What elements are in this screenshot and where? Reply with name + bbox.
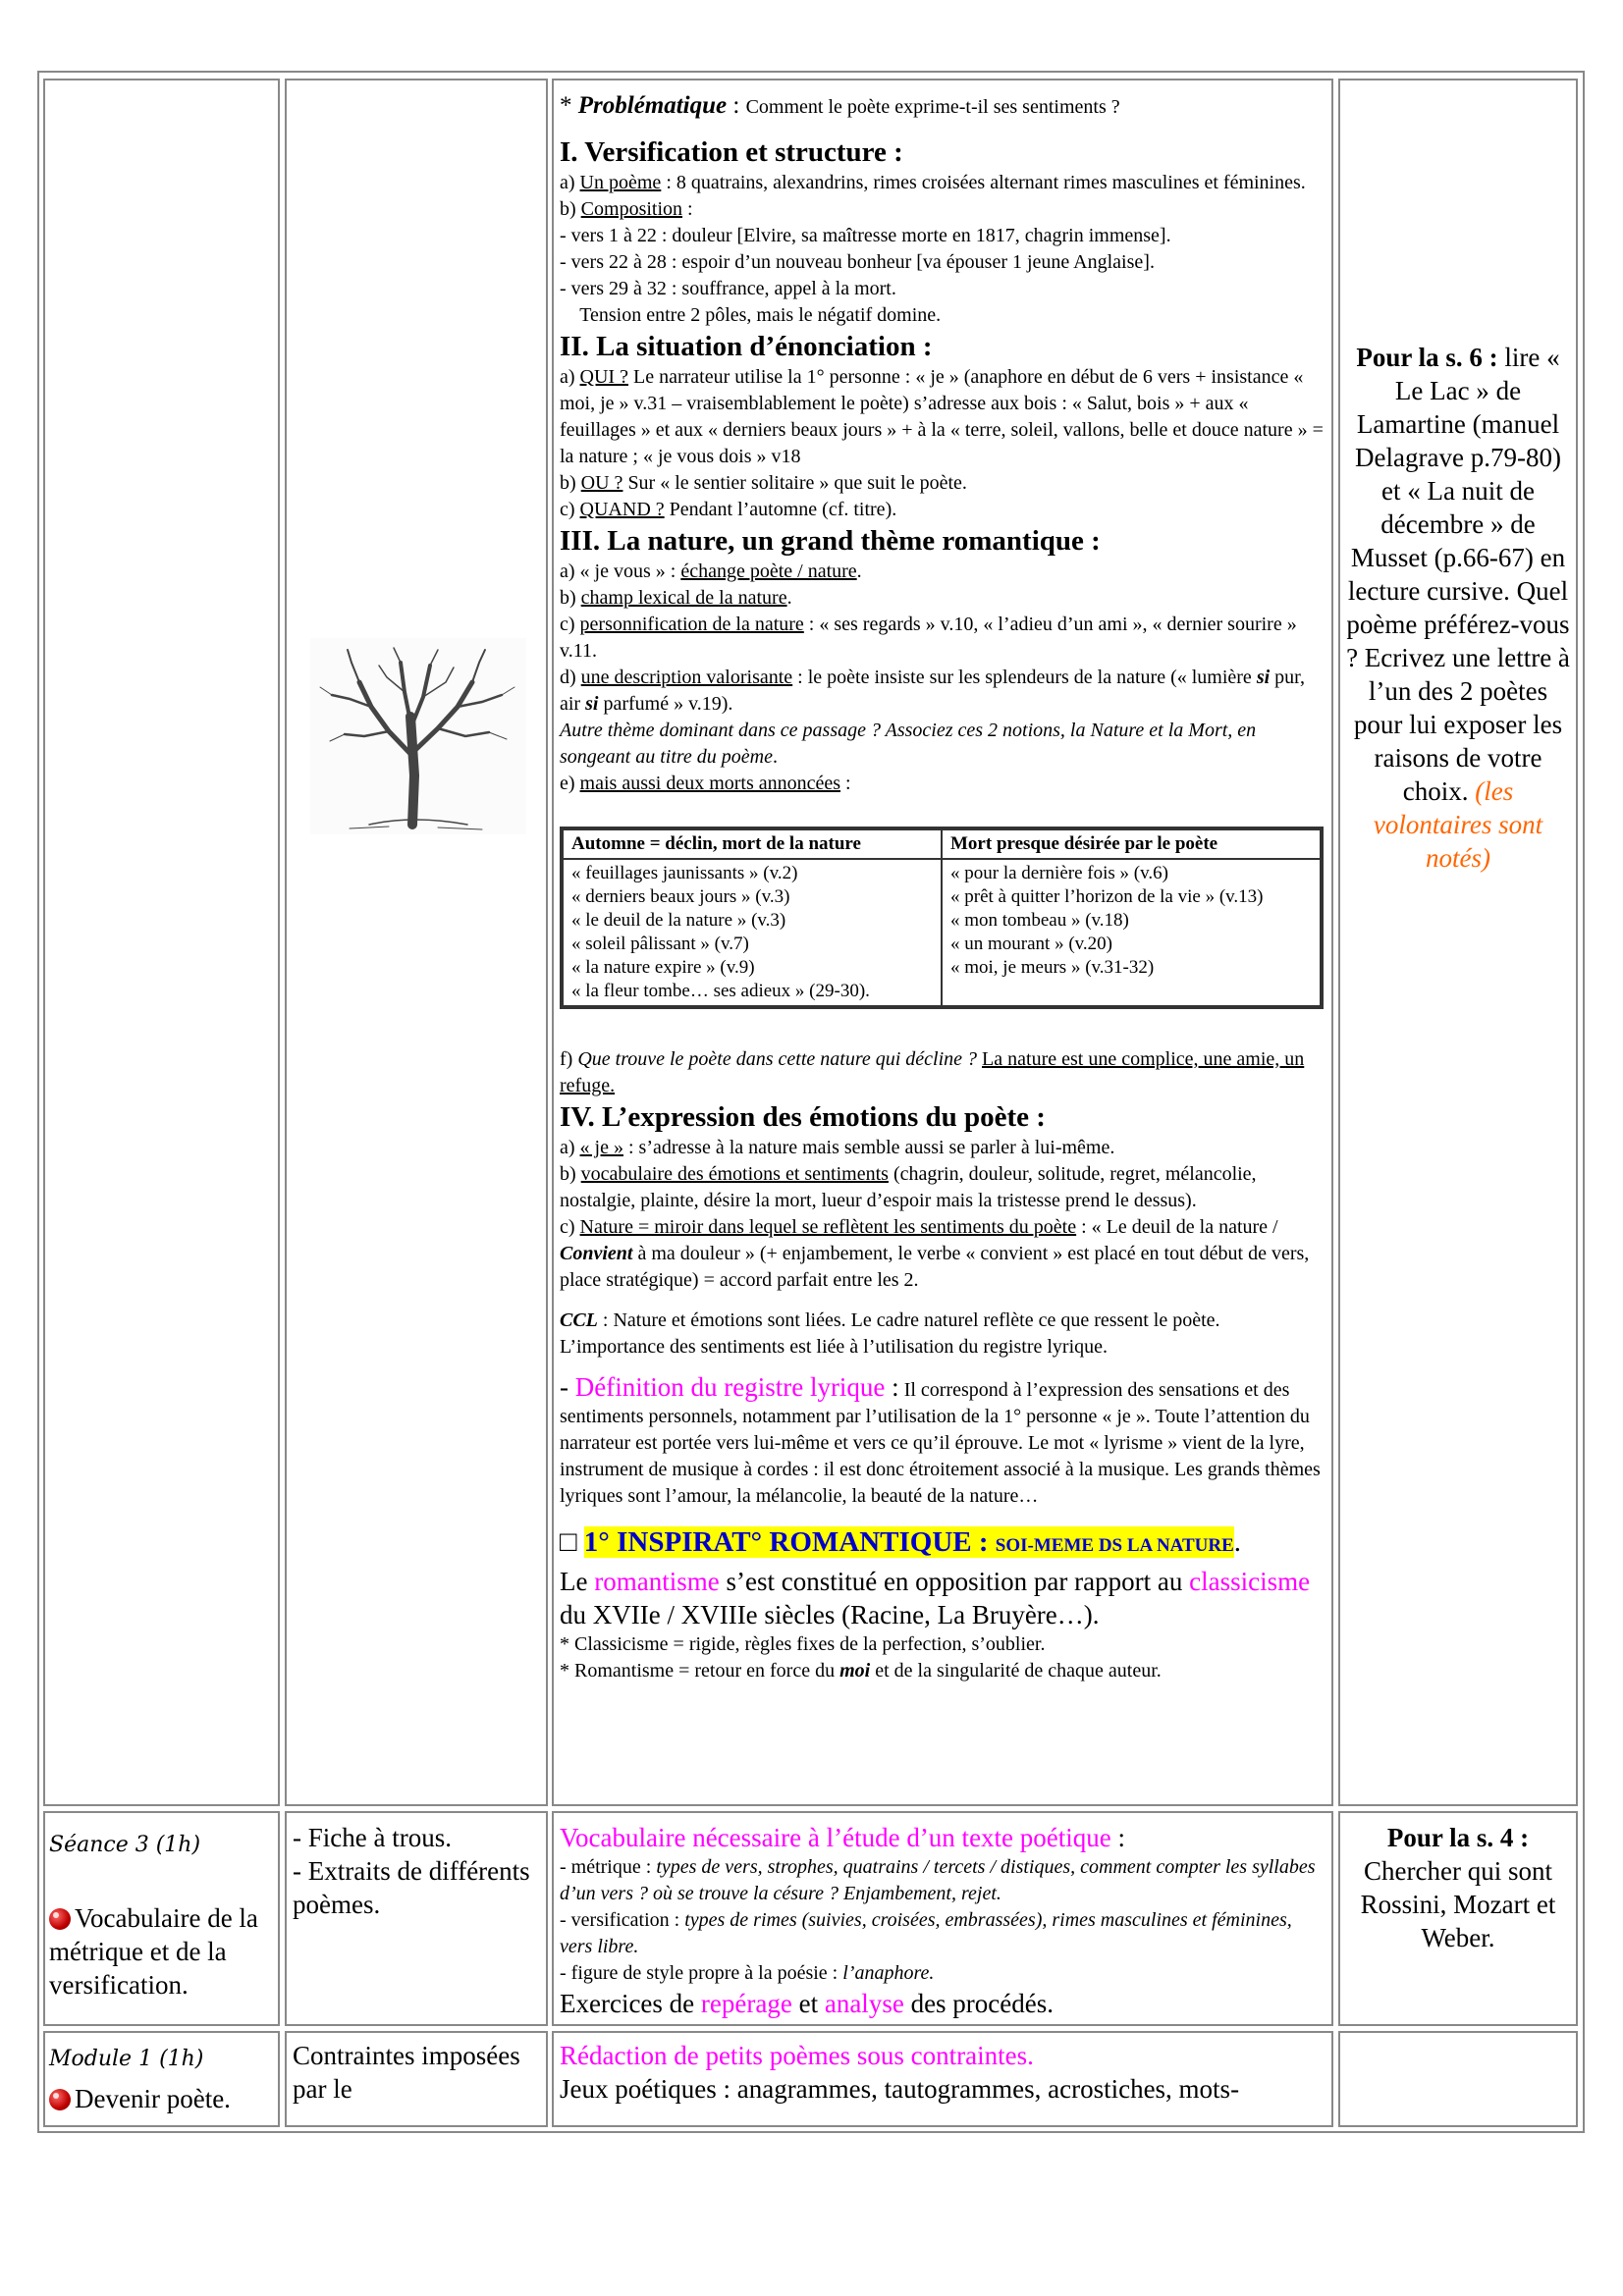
- table-cell: « moi, je meurs » (v.31-32): [950, 957, 1155, 978]
- red-bullet-icon: [49, 2089, 71, 2110]
- figure-line: - figure de style propre à la poésie : l’anaphore.: [560, 1962, 935, 1984]
- bare-tree-illustration: [310, 638, 526, 834]
- conclusion: CCL : Nature et émotions sont liées. Le cadre naturel reflète ce que ressent le poète. L’importance des sentiments est liée à l’utilisation du registre lyrique.: [560, 1309, 1220, 1358]
- lyric-definition: - Définition du registre lyrique : Il correspond à l’expression des sensations et des sentiments personnels, notamment par l’utilisation de la 1° personne « je ». Toute l’attention du narrateur est portée vers lui-même et vers ce qu’il éprouve. Le mot « lyrisme » vient de la lyre, instrument de musique à cordes : il est donc étroitement associé à la musique. Les grands thèmes lyriques sont l’amour, la mélancolie, la beauté de la nature…: [560, 1372, 1321, 1507]
- row2-col3: [552, 1811, 1333, 2026]
- table-cell: « soleil pâlissant » (v.7): [571, 934, 749, 954]
- row3-col2: [285, 2031, 548, 2127]
- table-cell: « mon tombeau » (v.18): [950, 910, 1129, 931]
- table-cell: « feuillages jaunissants » (v.2): [571, 863, 798, 883]
- deaths-table: [560, 827, 1324, 1009]
- row2-col2: [285, 1811, 548, 2026]
- section-1-title: I. Versification et structure :: [560, 136, 903, 168]
- homework-s4-text: Chercher qui sont Rossini, Mozart et Weber.: [1360, 1856, 1556, 1952]
- section-3-title: III. La nature, un grand thème romantique :: [560, 525, 1101, 557]
- section-2-title: II. La situation d’énonciation :: [560, 331, 933, 362]
- classicism-line: * Classicisme = rigide, règles fixes de la perfection, s’oublier.: [560, 1633, 1046, 1655]
- table-cell: « derniers beaux jours » (v.3): [571, 886, 790, 907]
- s3-b: b) champ lexical de la nature.: [560, 587, 792, 609]
- table-cell: « la nature expire » (v.9): [571, 957, 755, 978]
- s3-italic-question: Autre thème dominant dans ce passage ? Associez ces 2 notions, la Nature et la Mort, en songeant au titre du poème.: [560, 720, 1257, 768]
- s3-f: f) Que trouve le poète dans cette nature qui décline ? La nature est une complice, une amie, un refuge.: [560, 1048, 1305, 1096]
- problematique: * Problématique : Comment le poète exprime-t-il ses sentiments ?: [560, 92, 1120, 119]
- row1-col1: [43, 79, 280, 1806]
- materials-line: - Extraits de différents poèmes.: [293, 1856, 530, 1919]
- exercises-line: Exercices de repérage et analyse des procédés.: [560, 1989, 1055, 2018]
- row3-col3: [552, 2031, 1333, 2127]
- constraints-text: Contraintes imposées par le: [293, 2041, 520, 2104]
- table-cell: « le deuil de la nature » (v.3): [571, 910, 786, 931]
- s1-line: - vers 29 à 32 : souffrance, appel à la mort.: [560, 278, 896, 299]
- red-bullet-icon: [49, 1908, 71, 1930]
- module-label: Module 1 (1h): [49, 2047, 204, 2071]
- row3-col1: [43, 2031, 280, 2127]
- row1-col2: [285, 79, 548, 1806]
- s1-line: - vers 22 à 28 : espoir d’un nouveau bonheur [va épouser 1 jeune Anglaise].: [560, 251, 1155, 273]
- s3-d: d) une description valorisante : le poète insiste sur les splendeurs de la nature (« lumière si pur, air si parfumé » v.19).: [560, 667, 1306, 715]
- s2-b: b) OU ? Sur « le sentier solitaire » que suit le poète.: [560, 472, 967, 494]
- row2-col4: [1338, 1811, 1578, 2026]
- s3-a: a) « je vous » : échange poète / nature.: [560, 561, 862, 582]
- table-header-left: Automne = déclin, mort de la nature: [563, 829, 942, 859]
- table-col-right: [942, 859, 1321, 1006]
- versification-line: - versification : types de rimes (suivies, croisées, embrassées), rimes masculines et féminines, vers libre.: [560, 1909, 1292, 1957]
- homework-s4-label: Pour la s. 4 :: [1386, 1823, 1530, 1852]
- row1-col3: [552, 79, 1333, 1806]
- romanticism-line: * Romantisme = retour en force du moi et de la singularité de chaque auteur.: [560, 1660, 1162, 1682]
- row2-col1: [43, 1811, 280, 2026]
- s1-line: - vers 1 à 22 : douleur [Elvire, sa maîtresse morte en 1817, chagrin immense].: [560, 225, 1171, 246]
- s3-c: c) personnification de la nature : « ses regards » v.10, « l’adieu d’un ami », « dernier sourire » v.11.: [560, 614, 1297, 662]
- s1-b: b) Composition :: [560, 198, 693, 220]
- module-title: Devenir poète.: [49, 2082, 274, 2115]
- vocab-heading: Vocabulaire nécessaire à l’étude d’un texte poétique :: [560, 1823, 1126, 1852]
- table-cell: « pour la dernière fois » (v.6): [950, 863, 1168, 883]
- module-text: Jeux poétiques : anagrammes, tautogrammes, acrostiches, mots-: [560, 2074, 1240, 2104]
- table-cell: « un mourant » (v.20): [950, 934, 1112, 954]
- session-label: Séance 3 (1h): [49, 1833, 201, 1857]
- materials-line: - Fiche à trous.: [293, 1823, 452, 1852]
- row3-col4: [1338, 2031, 1578, 2127]
- s4-c: c) Nature = miroir dans lequel se reflètent les sentiments du poète : « Le deuil de la nature / Convient à ma douleur » (+ enjambement, le verbe « convient » est placé en tout début de vers, place stratégique) = accord parfait entre les 2.: [560, 1216, 1310, 1291]
- s4-b: b) vocabulaire des émotions et sentiments (chagrin, douleur, solitude, regret, mélancolie, nostalgie, plainte, désire la mort, lueur d’espoir mais la tristesse prend le dessus).: [560, 1163, 1257, 1211]
- module-heading: Rédaction de petits poèmes sous contraintes.: [560, 2041, 1034, 2070]
- s2-c: c) QUAND ? Pendant l’automne (cf. titre).: [560, 499, 897, 520]
- table-cell: « la fleur tombe… ses adieux » (29-30).: [571, 981, 870, 1001]
- homework-s6-text: lire « Le Lac » de Lamartine (manuel Delagrave p.79-80) et « La nuit de décembre » de Musset (p.66-67) en lecture cursive. Quel poème préférez-vous ? Ecrivez une lettre à l’un des 2 poètes pour lui exposer les raisons de votre choix.: [1346, 343, 1570, 806]
- metrique-line: - métrique : types de vers, strophes, quatrains / tercets / distiques, comment compter les syllabes d’un vers ? où se trouve la césure ? Enjambement, rejet.: [560, 1856, 1316, 1904]
- session-title: Vocabulaire de la métrique et de la versification.: [49, 1903, 258, 2000]
- s1-a: a) Un poème : 8 quatrains, alexandrins, rimes croisées alternant rimes masculines et féminines.: [560, 172, 1306, 193]
- homework-s6-note: (les volontaires sont notés): [1373, 776, 1543, 873]
- section-4-title: IV. L’expression des émotions du poète :: [560, 1101, 1046, 1133]
- s4-a: a) « je » : s’adresse à la nature mais semble aussi se parler à lui-même.: [560, 1137, 1115, 1158]
- s3-e: e) mais aussi deux morts annoncées :: [560, 773, 851, 794]
- table-cell: « prêt à quitter l’horizon de la vie » (v.13): [950, 886, 1264, 907]
- homework-s6-label: Pour la s. 6 :: [1356, 343, 1498, 372]
- s2-a: a) QUI ? Le narrateur utilise la 1° personne : « je » (anaphore en début de 6 vers + insistance « moi, je » v.31 – vraisemblablement le poète) s’adresse aux bois : « Salut, bois » + aux « feuillages » et aux « derniers beaux jours » + à la « terre, soleil, vallons, belle et douce nature » = la nature ; « je vous dois » v18: [560, 366, 1324, 467]
- row1-col4: [1338, 79, 1578, 1806]
- table-col-left: [563, 859, 942, 1006]
- romanticism-text: Le romantisme s’est constitué en opposition par rapport au classicisme du XVIIe / XVIIIe siècles (Racine, La Bruyère…).: [560, 1567, 1311, 1629]
- romantic-inspiration: □ 1° INSPIRAT° ROMANTIQUE : SOI-MEME DS LA NATURE.: [560, 1526, 1242, 1558]
- table-header-right: Mort presque désirée par le poète: [942, 829, 1321, 859]
- s1-line:   Tension entre 2 pôles, mais le négatif domine.: [560, 304, 942, 326]
